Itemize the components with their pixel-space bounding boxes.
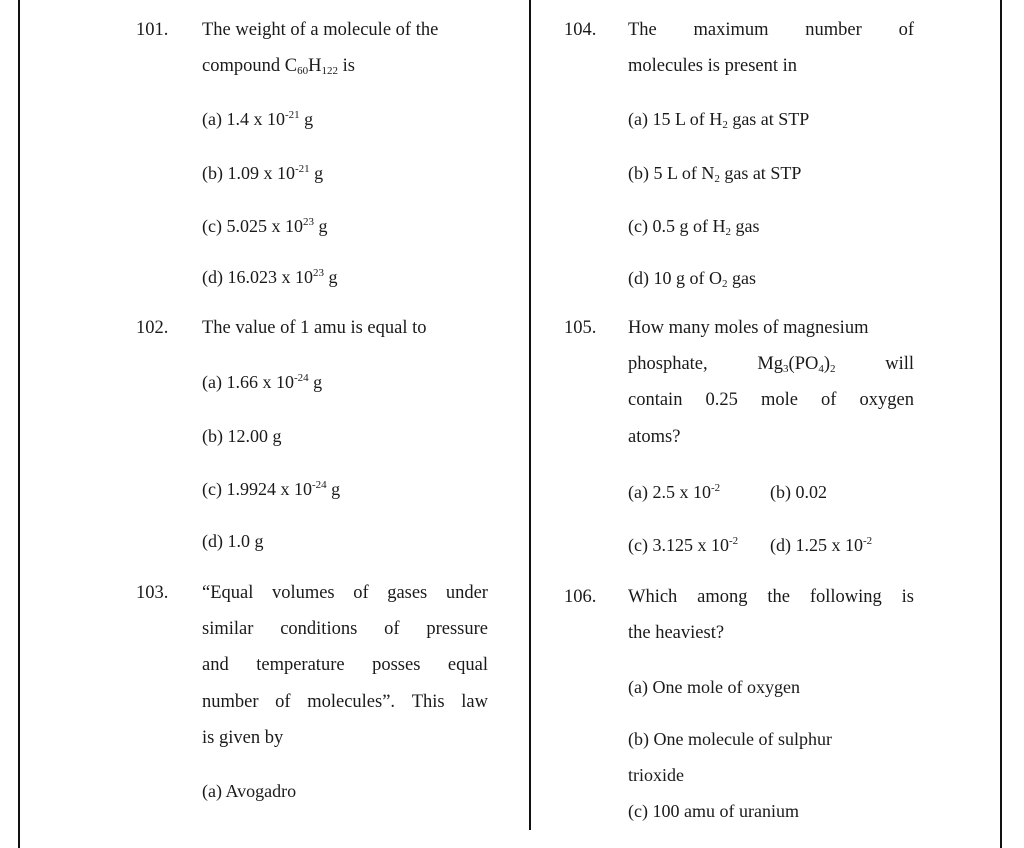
option-105-d[interactable]: (d) 1.25 x $10^{-2}$: [770, 535, 873, 555]
option-105-a[interactable]: (a) 2.5 x $10^{-2}$: [628, 482, 721, 502]
chemical-formula: $Mg_3(PO_4)_2$: [757, 354, 836, 375]
question-stem-line-2: the heaviest?: [628, 623, 725, 643]
right-border: [1000, 0, 1002, 848]
option-104-c[interactable]: (c) 0.5 g of $H_2$ gas: [628, 216, 760, 238]
question-stem-line-1: How many moles of magnesium: [628, 318, 869, 338]
option-102-a[interactable]: (a) 1.66 x $10^{-24}$ g: [202, 372, 323, 392]
question-number: 105.: [564, 318, 597, 338]
option-106-c[interactable]: (c) 100 amu of uranium: [628, 801, 799, 821]
option-101-c[interactable]: (c) 5.025 x $10^{23}$ g: [202, 216, 328, 236]
left-border: [18, 0, 20, 848]
question-stem-line-2: similar conditions of pressure: [202, 619, 488, 639]
option-101-a[interactable]: (a) 1.4 x $10^{-21}$ g: [202, 109, 314, 129]
option-102-d[interactable]: (d) 1.0 g: [202, 531, 264, 551]
option-103-a[interactable]: (a) Avogadro: [202, 781, 297, 801]
question-stem-line-4: number of molecules”. This law: [202, 692, 488, 712]
option-105-c[interactable]: (c) 3.125 x $10^{-2}$: [628, 535, 739, 555]
option-104-b[interactable]: (b) 5 L of $N_2$ gas at STP: [628, 163, 802, 185]
question-stem: The weight of a molecule of the: [202, 20, 439, 40]
question-stem-line-2: phosphate, $Mg_3(PO_4)_2$ will: [628, 354, 914, 375]
question-number: 103.: [136, 583, 169, 603]
column-divider: [529, 0, 531, 830]
question-stem-line-3: and temperature posses equal: [202, 655, 488, 675]
option-102-b[interactable]: (b) 12.00 g: [202, 426, 282, 446]
question-stem: The value of 1 amu is equal to: [202, 318, 427, 338]
option-101-d[interactable]: (d) 16.023 x $10^{23}$ g: [202, 267, 338, 287]
option-101-b[interactable]: (b) 1.09 x $10^{-21}$ g: [202, 163, 324, 183]
option-102-c[interactable]: (c) 1.9924 x $10^{-24}$ g: [202, 479, 341, 499]
question-103: [136, 583, 496, 753]
question-105: [564, 318, 924, 458]
option-105-b[interactable]: (b) 0.02: [770, 482, 827, 502]
question-stem-line-3: contain 0.25 mole of oxygen: [628, 390, 914, 410]
question-number: 101.: [136, 20, 169, 40]
question-stem-line-1: Which among the following is: [628, 587, 914, 607]
question-stem-line-1: The maximum number of: [628, 20, 914, 40]
question-stem-formula: compound $C_{60}H_{122}$ is: [202, 56, 355, 77]
option-106-b-continued: trioxide: [628, 765, 684, 785]
option-106-b[interactable]: (b) One molecule of sulphur: [628, 729, 832, 749]
question-stem-line-4: atoms?: [628, 427, 681, 447]
question-number: 104.: [564, 20, 597, 40]
option-104-a[interactable]: (a) 15 L of $H_2$ gas at STP: [628, 109, 810, 131]
question-number: 106.: [564, 587, 597, 607]
question-stem-line-2: molecules is present in: [628, 56, 798, 76]
question-stem-line-1: “Equal volumes of gases under: [202, 583, 488, 603]
option-106-a[interactable]: (a) One mole of oxygen: [628, 677, 800, 697]
question-stem-line-5: is given by: [202, 728, 284, 748]
question-number: 102.: [136, 318, 169, 338]
option-104-d[interactable]: (d) 10 g of $O_2$ gas: [628, 268, 756, 290]
